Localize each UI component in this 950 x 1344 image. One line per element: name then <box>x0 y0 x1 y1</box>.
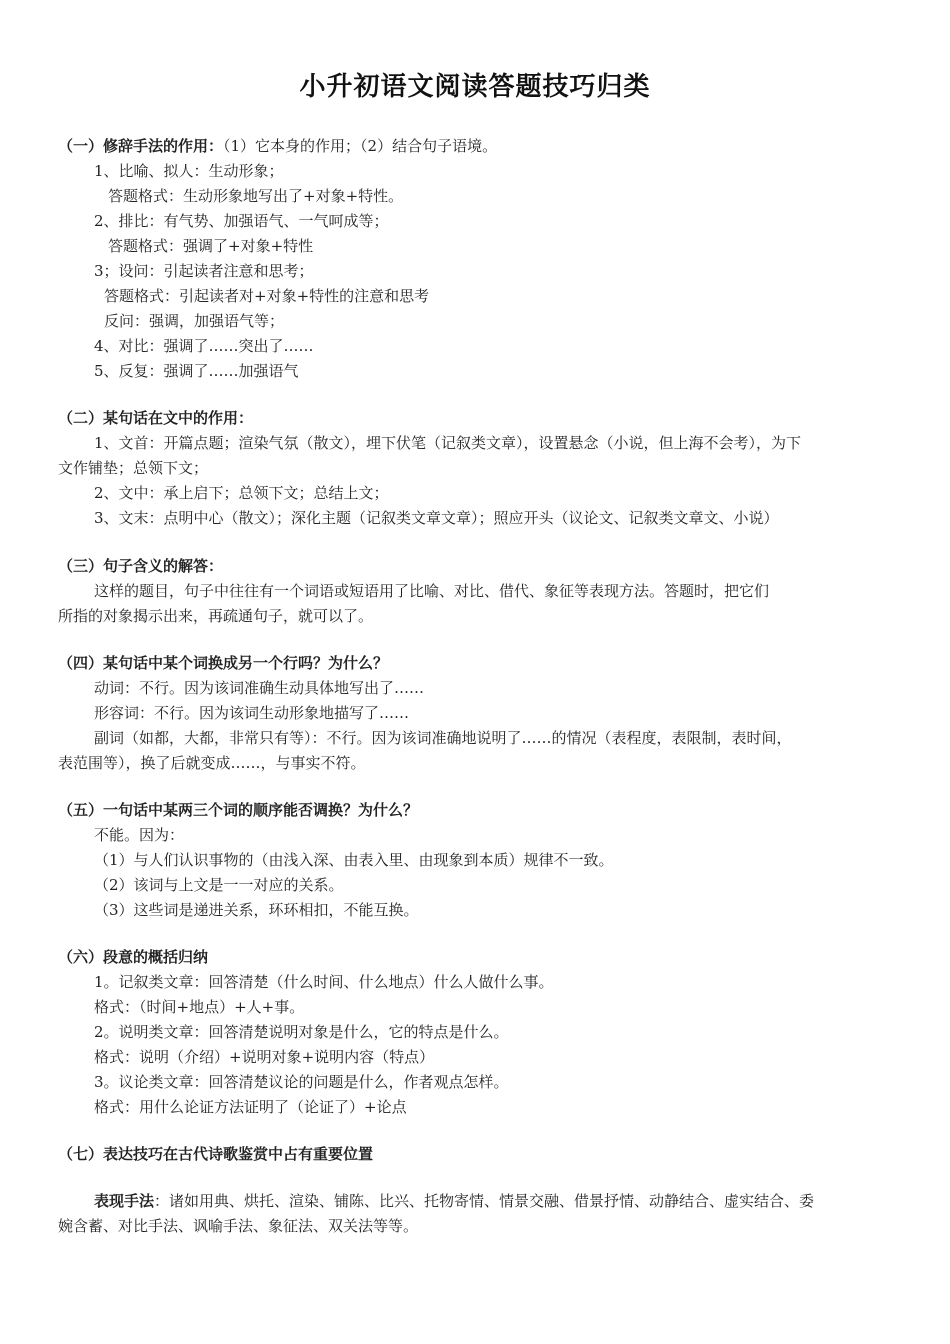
s7-line-1a-text: ：诸如用典、烘托、渲染、铺陈、比兴、托物寄情、情景交融、借景抒情、动静结合、虚实结合、委 <box>154 1192 815 1210</box>
s1-line-8: 4、对比：强调了……突出了…… <box>94 337 314 355</box>
s1-line-4: 答题格式：强调了+对象+特性 <box>108 237 314 255</box>
section-5-heading: （五）一句话中某两三个词的顺序能否调换？为什么？ <box>58 801 419 819</box>
section-4-heading: （四）某句话中某个词换成另一个行吗？为什么？ <box>58 654 389 672</box>
s2-line-1a: 1、文首：开篇点题；渲染气氛（散文），埋下伏笔（记叙类文章），设置悬念（小说，但上海不会考），为下 <box>94 434 802 452</box>
s2-line-1b: 文作铺垫；总领下文； <box>58 459 209 477</box>
section-1-note: （1）它本身的作用；（2）结合句子语境。 <box>223 137 498 155</box>
s1-line-5: 3；设问：引起读者注意和思考； <box>94 262 314 280</box>
s5-line-2: （1）与人们认识事物的（由浅入深、由表入里、由现象到本质）规律不一致。 <box>94 851 614 869</box>
s1-line-6: 答题格式：引起读者对+对象+特性的注意和思考 <box>104 287 430 305</box>
section-6-heading: （六）段意的概括归纳 <box>58 948 209 966</box>
s7-label: 表现手法 <box>94 1192 155 1210</box>
s4-line-2: 形容词：不行。因为该词生动形象地描写了…… <box>94 704 410 722</box>
s7-line-1b: 婉含蓄、对比手法、讽喻手法、象征法、双关法等等。 <box>58 1217 419 1235</box>
s5-line-1: 不能。因为： <box>94 826 185 844</box>
s1-line-1: 1、比喻、拟人：生动形象； <box>94 162 284 180</box>
s4-line-3a: 副词（如都，大都，非常只有等）：不行。因为该词准确地说明了……的情况（表程度，表限制，表时间， <box>94 729 792 747</box>
section-2-heading: （二）某句话在文中的作用： <box>58 409 254 427</box>
section-1-heading-text: （一）修辞手法的作用： <box>58 137 224 155</box>
s1-line-3: 2、排比：有气势、加强语气、一气呵成等； <box>94 212 389 230</box>
s5-line-4: （3）这些词是递进关系，环环相扣，不能互换。 <box>94 901 419 919</box>
section-7-heading: （七）表达技巧在古代诗歌鉴赏中占有重要位置 <box>58 1145 374 1163</box>
s6-line-4: 格式：说明（介绍）+说明对象+说明内容（特点） <box>94 1048 435 1066</box>
s3-line-1b: 所指的对象揭示出来，再疏通句子，就可以了。 <box>58 607 374 625</box>
s2-line-2: 2、文中：承上启下；总领下文；总结上文； <box>94 484 389 502</box>
s1-line-9: 5、反复：强调了……加强语气 <box>94 362 299 380</box>
s7-line-1a <box>94 1190 814 1212</box>
s1-line-2: 答题格式：生动形象地写出了+对象+特性。 <box>108 187 404 205</box>
s5-line-3: （2）该词与上文是一一对应的关系。 <box>94 876 344 894</box>
s1-line-7: 反问：强调，加强语气等； <box>104 312 285 330</box>
s6-line-1: 1。记叙类文章：回答清楚（什么时间、什么地点）什么人做什么事。 <box>94 973 554 991</box>
s6-line-2: 格式：（时间+地点）+人+事。 <box>94 998 305 1016</box>
section-1-heading <box>58 135 497 157</box>
s4-line-3b: 表范围等），换了后就变成……，与事实不符。 <box>58 754 366 772</box>
s4-line-1: 动词：不行。因为该词准确生动具体地写出了…… <box>94 679 425 697</box>
s3-line-1a: 这样的题目，句子中往往有一个词语或短语用了比喻、对比、借代、象征等表现方法。答题时，把它们 <box>94 582 770 600</box>
s6-line-3: 2。说明类文章：回答清楚说明对象是什么，它的特点是什么。 <box>94 1023 509 1041</box>
page-title: 小升初语文阅读答题技巧归类 <box>299 72 651 102</box>
s6-line-6: 格式：用什么论证方法证明了（论证了）+论点 <box>94 1098 407 1116</box>
s2-line-3: 3、文末：点明中心（散文）；深化主题（记叙类文章文章）；照应开头（议论文、记叙类文章文、小说） <box>94 509 779 527</box>
section-3-heading: （三）句子含义的解答： <box>58 557 224 575</box>
s6-line-5: 3。议论类文章：回答清楚议论的问题是什么，作者观点怎样。 <box>94 1073 509 1091</box>
